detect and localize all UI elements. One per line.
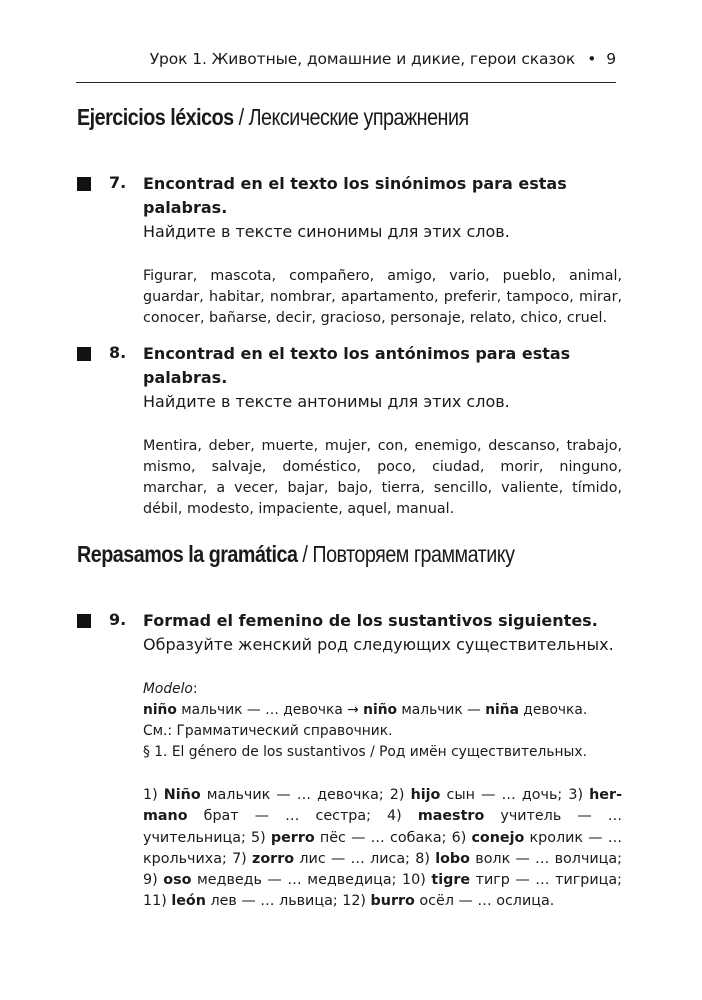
list-item: 1) Niño мальчик — … девочка; bbox=[143, 787, 390, 803]
square-bullet-icon bbox=[77, 614, 91, 628]
instruction-ru: Образуйте женский род следующих существительных. bbox=[143, 635, 614, 654]
list-item: 7) zorro лис — … лиса; bbox=[232, 850, 416, 867]
section-title-es: Repasamos la gramática bbox=[77, 541, 298, 567]
section-title-separator: / bbox=[297, 541, 313, 567]
section-title-es: Ejercicios léxicos bbox=[77, 104, 234, 130]
model-label: Modelo bbox=[143, 681, 193, 697]
section-title-separator: / bbox=[233, 104, 249, 130]
section-title-grammar bbox=[77, 541, 514, 568]
header-bullet: • bbox=[587, 50, 597, 68]
exercise-8 bbox=[77, 343, 622, 520]
instruction-ru: Найдите в тексте синонимы для этих слов. bbox=[143, 222, 510, 241]
exercise-7 bbox=[77, 173, 622, 329]
list-item: 6) conejo кролик — … крольчиха; bbox=[143, 829, 622, 867]
list-item: 11) león лев — … львица; bbox=[143, 893, 343, 910]
model-word: niña bbox=[485, 702, 519, 718]
model-example bbox=[143, 700, 622, 721]
exercise-number: 9. bbox=[109, 610, 127, 629]
model-block bbox=[143, 679, 622, 763]
model-text: мальчик — bbox=[397, 702, 486, 718]
running-header bbox=[76, 50, 616, 83]
list-item: 4) maestro учитель — … учительница; bbox=[143, 808, 623, 846]
list-item: 2) hijo сын — … дочь; bbox=[389, 787, 569, 803]
reference-line: См.: Грамматический справочник. bbox=[143, 723, 393, 739]
list-item: 5) perro пёс — … собака; bbox=[251, 829, 452, 846]
list-item: 12) burro осёл — … ослица. bbox=[342, 893, 555, 910]
page-number: 9 bbox=[606, 50, 616, 68]
exercise-9 bbox=[77, 610, 622, 913]
list-item: 8) lobo волк — … волчица; bbox=[415, 850, 622, 867]
model-text: девочка. bbox=[518, 702, 588, 718]
word-list: Mentira, deber, muerte, mujer, con, enemigo, descanso, trabajo, mismo, salvaje, doméstico, poco, ciudad, morir, ninguno, marchar, a vecer, bajar, bajo, tierra, sencillo, valiente, tímido, débil, modesto, impaciente, aquel, manual. bbox=[143, 438, 622, 517]
exercise-number: 7. bbox=[109, 173, 127, 192]
section-title-ru: Лексические упражнения bbox=[248, 104, 469, 130]
list-item: 3) hermano брат — … сестра; bbox=[143, 787, 622, 825]
model-text: мальчик — … девочка → bbox=[176, 702, 364, 718]
instruction-es: Encontrad en el texto los antónimos para estas palabras. bbox=[143, 344, 571, 387]
reference-section: § 1. El género de los sustantivos / Род имён существительных. bbox=[143, 744, 587, 760]
list-item: 9) oso медведь — … медведица; bbox=[143, 872, 403, 889]
model-word: niño bbox=[363, 702, 397, 718]
header-title: Урок 1. Животные, домашние и дикие, герои сказок bbox=[149, 50, 576, 68]
square-bullet-icon bbox=[77, 177, 91, 191]
model-word: niño bbox=[143, 702, 177, 718]
item-list bbox=[143, 785, 622, 913]
instruction-es: Formad el femenino de los sustantivos siguientes. bbox=[143, 611, 598, 630]
instruction-es: Encontrad en el texto los sinónimos para estas palabras. bbox=[143, 174, 567, 217]
list-item: 10) tigre тигр — … тигрица; bbox=[402, 872, 622, 889]
model-colon: : bbox=[192, 681, 198, 697]
word-list: Figurar, mascota, compañero, amigo, vario, pueblo, animal, guardar, habitar, nombrar, apartamento, preferir, tampoco, mirar, conocer, bañarse, decir, gracioso, personaje, relato, chico, cruel. bbox=[143, 268, 622, 326]
instruction-ru: Найдите в тексте антонимы для этих слов. bbox=[143, 392, 510, 411]
section-title-lexical bbox=[77, 104, 469, 131]
model-label-line bbox=[143, 679, 622, 700]
section-title-ru: Повторяем грамматику bbox=[312, 541, 515, 567]
square-bullet-icon bbox=[77, 347, 91, 361]
exercise-number: 8. bbox=[109, 343, 127, 362]
